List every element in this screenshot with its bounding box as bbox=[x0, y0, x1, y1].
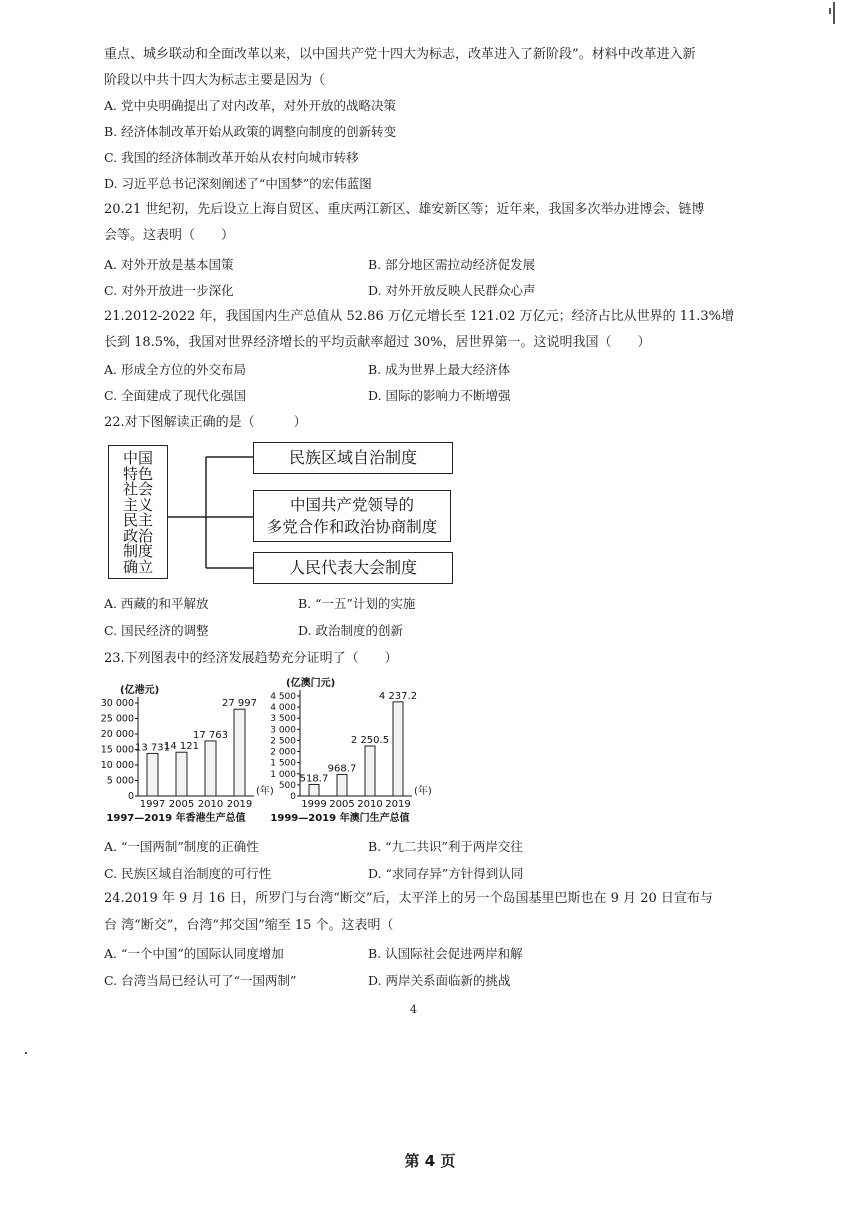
y-tick-label: 3 500 bbox=[270, 714, 296, 725]
page-footer: 第 4 页 bbox=[404, 1152, 456, 1170]
q22-stem: 22.对下图解读正确的是（ ） bbox=[104, 415, 307, 430]
left-label-line: 特色 bbox=[122, 464, 153, 483]
left-label-line: 主义 bbox=[122, 495, 153, 514]
diagram-box-multi-party bbox=[253, 490, 451, 542]
x-tick-label: 2010 bbox=[197, 799, 224, 810]
diagram-left-label bbox=[108, 451, 168, 575]
scan-mark bbox=[25, 1052, 27, 1054]
q21-line2: 长到 18.5%，我国对世界经济增长的平均贡献率超过 30%，居世界第一。这说明我国（ ） bbox=[104, 335, 651, 350]
q20-option-b: B. 部分地区需拉动经济促发展 bbox=[368, 257, 536, 272]
x-tick-label: 1999 bbox=[301, 799, 327, 810]
q21-option-b: B. 成为世界上最大经济体 bbox=[368, 362, 511, 377]
q24-option-b: B. 认国际社会促进两岸和解 bbox=[368, 946, 523, 961]
y-tick-label: 20 000 bbox=[100, 729, 134, 740]
x-tick-label: 1997 bbox=[139, 799, 166, 810]
bar bbox=[205, 741, 216, 796]
q21-option-c: C. 全面建成了现代化强国 bbox=[104, 388, 247, 403]
y-tick-label: 2 000 bbox=[270, 747, 296, 758]
diagram-box-npc: 人民代表大会制度 bbox=[253, 552, 453, 584]
q24-line1: 24.2019 年 9 月 16 日，所罗门与台湾“断交”后，太平洋上的另一个岛国基里巴斯也在 9 月 20 日宣布与 bbox=[104, 891, 713, 906]
q19-option-b: B. 经济体制改革开始从政策的调整向制度的创新转变 bbox=[104, 124, 397, 139]
macau-gdp-chart bbox=[268, 676, 438, 826]
x-axis-unit: (年) bbox=[256, 786, 274, 797]
q24-line2: 台 湾“断交”，台湾“邦交国”缩至 15 个。这表明（ bbox=[104, 918, 394, 933]
y-axis-unit: (亿港元) bbox=[120, 685, 160, 696]
y-tick-label: 4 000 bbox=[270, 703, 296, 714]
q19-option-d: D. 习近平总书记深刻阐述了“中国梦”的宏伟蓝图 bbox=[104, 176, 372, 191]
y-axis-unit: (亿澳门元) bbox=[286, 678, 336, 689]
bar bbox=[176, 752, 187, 796]
q20-option-d: D. 对外开放反映人民群众心声 bbox=[368, 283, 536, 298]
bar-value-label: 2 250.5 bbox=[350, 734, 390, 746]
x-axis-unit: (年) bbox=[414, 786, 432, 797]
x-tick-label: 2005 bbox=[329, 799, 355, 810]
q20-option-c: C. 对外开放进一步深化 bbox=[104, 283, 234, 298]
q21-option-d: D. 国际的影响力不断增强 bbox=[368, 388, 511, 403]
y-tick-label: 15 000 bbox=[100, 744, 134, 756]
q20-line1: 20.21 世纪初，先后设立上海自贸区、重庆两江新区、雄安新区等；近年来，我国多次举办进博会、链博 bbox=[104, 202, 705, 217]
q23-option-d: D. “求同存异”方针得到认同 bbox=[368, 866, 524, 881]
y-tick-label: 30 000 bbox=[100, 698, 134, 709]
y-tick-label: 2 500 bbox=[270, 736, 296, 747]
q19-line2: 阶段以中共十四大为标志主要是因为（ bbox=[104, 73, 326, 88]
x-tick-label: 2019 bbox=[226, 799, 253, 810]
y-tick-label: 4 500 bbox=[270, 692, 296, 702]
q22-option-a: A. 西藏的和平解放 bbox=[104, 596, 209, 611]
bar bbox=[309, 784, 319, 796]
q19-line1: 重点、城乡联动和全面改革以来，以中国共产党十四大为标志，改革进入了新阶段”。材料中改革进入新 bbox=[104, 47, 696, 62]
chart-title: 1997—2019 年香港生产总值 bbox=[106, 813, 246, 824]
bar-value-label: 27 997 bbox=[222, 698, 257, 710]
bar-value-label: 518.7 bbox=[299, 773, 329, 785]
bar bbox=[393, 702, 403, 796]
x-tick-label: 2010 bbox=[357, 799, 383, 810]
q20-line2: 会等。这表明（ ） bbox=[104, 228, 235, 243]
q22-option-b: B. “一五”计划的实施 bbox=[298, 596, 416, 611]
y-tick-label: 0 bbox=[127, 791, 134, 802]
q21-line1: 21.2012-2022 年，我国国内生产总值从 52.86 万亿元增长至 121.02 万亿元；经济占比从世界的 11.3%增 bbox=[104, 309, 735, 324]
left-label-line: 社会 bbox=[122, 480, 153, 498]
bar bbox=[234, 709, 245, 796]
bar-value-label: 13 731 bbox=[135, 742, 170, 754]
left-label-line: 民主 bbox=[122, 511, 153, 529]
y-tick-label: 0 bbox=[290, 792, 296, 802]
bar-value-label: 17 763 bbox=[193, 729, 228, 741]
q21-option-a: A. 形成全方位的外交布局 bbox=[104, 362, 246, 377]
x-tick-label: 2019 bbox=[385, 799, 411, 810]
q23-option-c: C. 民族区域自治制度的可行性 bbox=[104, 866, 272, 881]
q23-stem: 23.下列图表中的经济发展趋势充分证明了（ ） bbox=[104, 651, 398, 666]
q24-option-a: A. “一个中国”的国际认同度增加 bbox=[104, 946, 284, 961]
hong-kong-gdp-chart bbox=[96, 676, 274, 826]
bar bbox=[365, 746, 375, 796]
q20-option-a: A. 对外开放是基本国策 bbox=[104, 257, 234, 272]
scan-mark bbox=[829, 8, 831, 14]
chart-title: 1999—2019 年澳门生产总值 bbox=[270, 813, 410, 824]
left-label-line: 确立 bbox=[122, 557, 153, 576]
y-tick-label: 1 500 bbox=[270, 758, 296, 769]
left-label-line: 中国 bbox=[122, 449, 153, 467]
diagram-box-ethnic-autonomy: 民族区域自治制度 bbox=[253, 442, 453, 474]
left-label-line: 政治 bbox=[122, 526, 153, 545]
q22-option-c: C. 国民经济的调整 bbox=[104, 623, 209, 638]
y-tick-label: 25 000 bbox=[100, 713, 134, 725]
q23-option-a: A. “一国两制”制度的正确性 bbox=[104, 839, 259, 854]
bar-value-label: 14 121 bbox=[164, 741, 199, 753]
y-tick-label: 1 000 bbox=[270, 769, 296, 780]
bar bbox=[337, 774, 347, 796]
bar bbox=[147, 753, 158, 796]
q24-option-d: D. 两岸关系面临新的挑战 bbox=[368, 973, 511, 988]
y-tick-label: 10 000 bbox=[100, 760, 134, 771]
y-tick-label: 3 000 bbox=[270, 725, 296, 736]
q19-option-c: C. 我国的经济体制改革开始从农村向城市转移 bbox=[104, 150, 359, 165]
scan-mark bbox=[833, 2, 835, 24]
q19-option-a: A. 党中央明确提出了对内改革，对外开放的战略决策 bbox=[104, 98, 396, 113]
q22-option-d: D. 政治制度的创新 bbox=[298, 623, 404, 638]
y-tick-label: 500 bbox=[278, 780, 296, 791]
bar-value-label: 968.7 bbox=[327, 763, 357, 775]
q23-option-b: B. “九二共识”利于两岸交往 bbox=[368, 839, 523, 854]
page-number: 4 bbox=[410, 1003, 417, 1016]
bar-value-label: 4 237.2 bbox=[378, 690, 418, 702]
box2-line2: 多党合作和政治协商制度 bbox=[266, 518, 438, 536]
x-tick-label: 2005 bbox=[168, 799, 195, 810]
y-tick-label: 5 000 bbox=[106, 775, 134, 787]
box2-line1: 中国共产党领导的 bbox=[289, 496, 414, 514]
left-label-line: 制度 bbox=[122, 542, 153, 560]
q24-option-c: C. 台湾当局已经认可了“一国两制” bbox=[104, 973, 297, 988]
